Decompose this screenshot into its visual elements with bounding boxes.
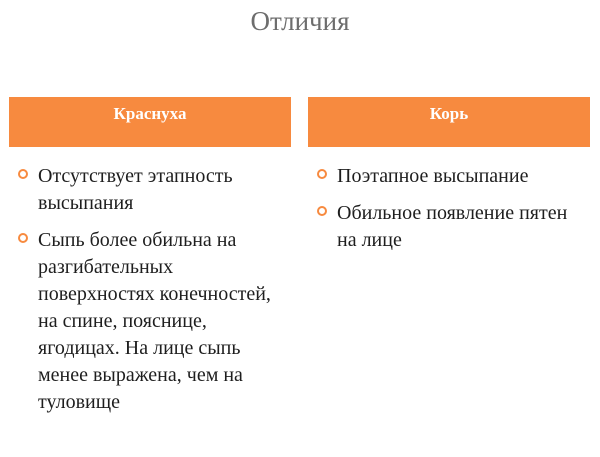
circle-bullet-icon (317, 169, 327, 179)
circle-bullet-icon (18, 169, 28, 179)
list-item-text: Отсутствует этапность высыпания (38, 165, 233, 214)
bullet-list-measles (308, 163, 590, 254)
list-item (308, 163, 590, 190)
list-item (9, 163, 291, 217)
list-item-text: Поэтапное высыпание (337, 165, 529, 187)
list-item (9, 227, 291, 416)
list-item-text: Обильное появление пятен на лице (337, 202, 568, 251)
circle-bullet-icon (317, 206, 327, 216)
list-item (308, 200, 590, 254)
slide-title: Отличия (250, 6, 350, 36)
column-rubella (9, 97, 291, 426)
list-item-text: Сыпь более обильна на разгибательных поверхностях конечностей, на спине, пояснице, ягодицах. На лице сыпь менее выражена, чем на туловище (38, 229, 271, 413)
bullet-list-rubella (9, 163, 291, 416)
column-header-measles: Корь (308, 97, 590, 147)
column-header-rubella: Краснуха (9, 97, 291, 147)
column-measles (308, 97, 590, 264)
circle-bullet-icon (18, 233, 28, 243)
